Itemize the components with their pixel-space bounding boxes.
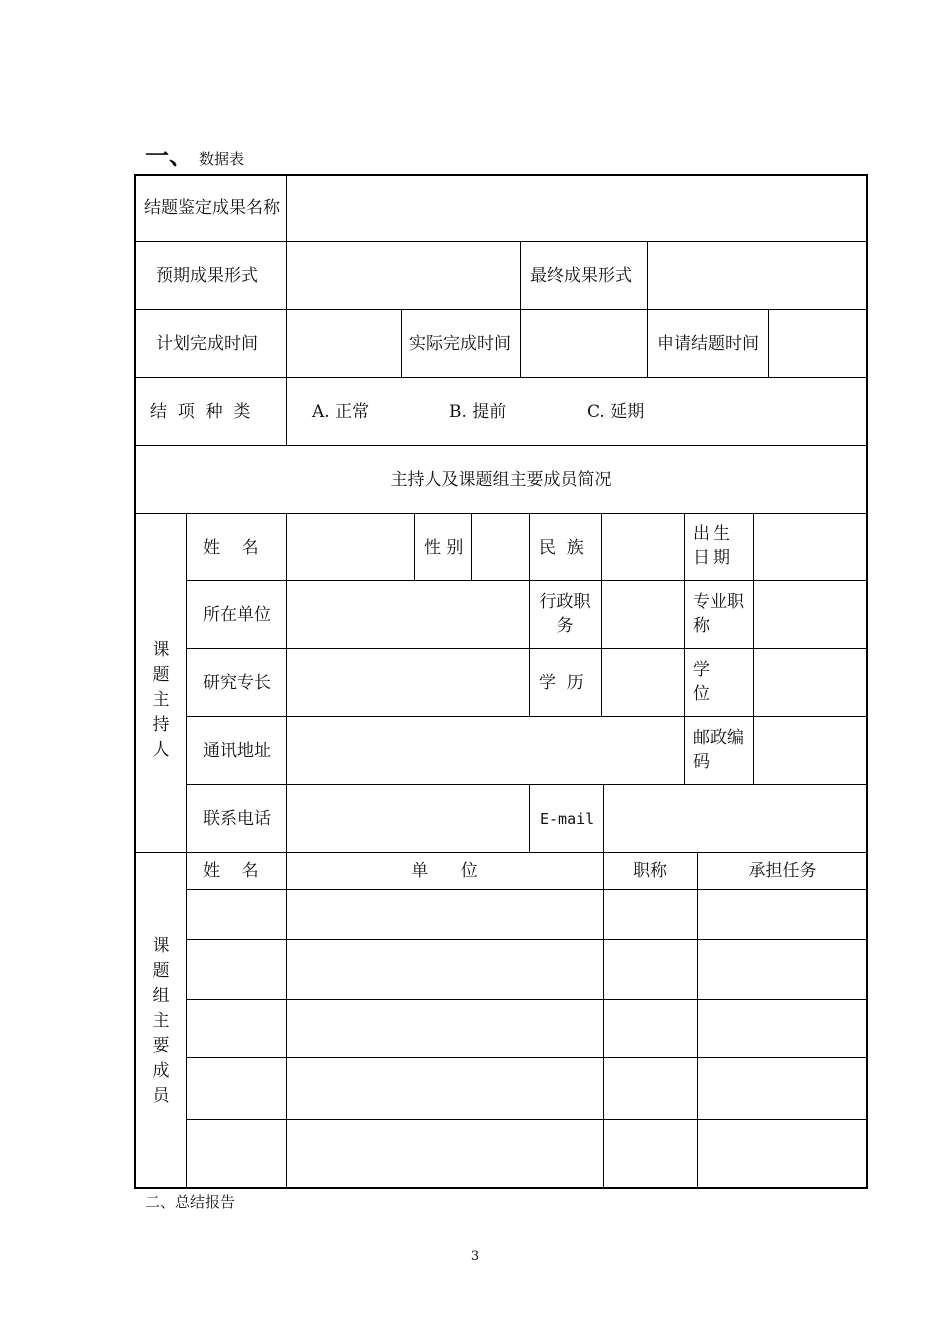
final-form-field[interactable] bbox=[651, 245, 864, 305]
host-postcode-label: 邮政编码 bbox=[693, 728, 744, 772]
category-option-early[interactable]: B. 提前 bbox=[449, 402, 507, 422]
host-pro-title-field[interactable] bbox=[757, 584, 864, 644]
section-title: 数据表 bbox=[199, 150, 245, 168]
host-admin-title-label: 行政职务 bbox=[539, 592, 591, 636]
category-label: 结 项 种 类 bbox=[150, 402, 251, 422]
section2-title: 二、总结报告 bbox=[145, 1193, 236, 1211]
section-number: 一、 bbox=[145, 142, 193, 170]
host-education-label: 学 历 bbox=[539, 673, 584, 693]
members-col-task: 承担任务 bbox=[748, 861, 817, 881]
host-unit-label: 所在单位 bbox=[203, 605, 271, 625]
host-name-label: 姓 名 bbox=[203, 538, 259, 558]
apply-time-label: 申请结题时间 bbox=[657, 334, 759, 354]
final-form-label: 最终成果形式 bbox=[530, 266, 632, 286]
planned-time-field[interactable] bbox=[290, 313, 397, 373]
host-birth-field[interactable] bbox=[757, 517, 864, 577]
expected-form-label: 预期成果形式 bbox=[156, 266, 258, 286]
host-email-field[interactable] bbox=[607, 788, 864, 848]
summary-title: 主持人及课题组主要成员简况 bbox=[390, 470, 612, 490]
members-col-title: 职称 bbox=[633, 861, 667, 881]
category-option-delayed[interactable]: C. 延期 bbox=[587, 402, 645, 422]
expected-form-field[interactable] bbox=[290, 245, 516, 305]
host-degree-label: 学位 bbox=[693, 660, 710, 704]
members-col-name: 姓 名 bbox=[203, 861, 259, 881]
page-number: 3 bbox=[470, 1249, 480, 1264]
host-name-field[interactable] bbox=[290, 517, 410, 577]
host-address-field[interactable] bbox=[290, 720, 680, 780]
apply-time-field[interactable] bbox=[772, 313, 864, 373]
section-heading bbox=[145, 136, 244, 171]
members-col-unit: 单 位 bbox=[411, 861, 478, 881]
host-phone-label: 联系电话 bbox=[203, 809, 271, 829]
host-unit-field[interactable] bbox=[290, 584, 525, 644]
host-research-label: 研究专长 bbox=[203, 673, 271, 693]
actual-time-label: 实际完成时间 bbox=[409, 334, 511, 354]
host-degree-field[interactable] bbox=[757, 652, 864, 712]
host-ethnicity-label: 民 族 bbox=[539, 538, 584, 558]
category-option-normal[interactable]: A. 正常 bbox=[312, 402, 370, 422]
result-name-label: 结题鉴定成果名称 bbox=[144, 198, 280, 218]
result-name-field[interactable] bbox=[290, 178, 864, 238]
host-email-label: E-mail bbox=[540, 810, 595, 828]
planned-time-label: 计划完成时间 bbox=[156, 334, 258, 354]
host-gender-field[interactable] bbox=[475, 517, 525, 577]
host-postcode-field[interactable] bbox=[757, 720, 864, 780]
host-admin-title-field[interactable] bbox=[605, 584, 680, 644]
host-pro-title-label: 专业职称 bbox=[693, 592, 744, 636]
actual-time-field[interactable] bbox=[524, 313, 643, 373]
host-birth-label: 出生日期 bbox=[693, 524, 733, 568]
host-side-label: 课题主持人 bbox=[152, 640, 170, 760]
host-gender-label: 性 别 bbox=[424, 538, 464, 558]
host-research-field[interactable] bbox=[290, 652, 525, 712]
host-phone-field[interactable] bbox=[290, 788, 525, 848]
members-side-label: 课题组主要成员 bbox=[152, 936, 170, 1106]
host-education-field[interactable] bbox=[605, 652, 680, 712]
host-ethnicity-field[interactable] bbox=[605, 517, 680, 577]
host-address-label: 通讯地址 bbox=[203, 741, 271, 761]
